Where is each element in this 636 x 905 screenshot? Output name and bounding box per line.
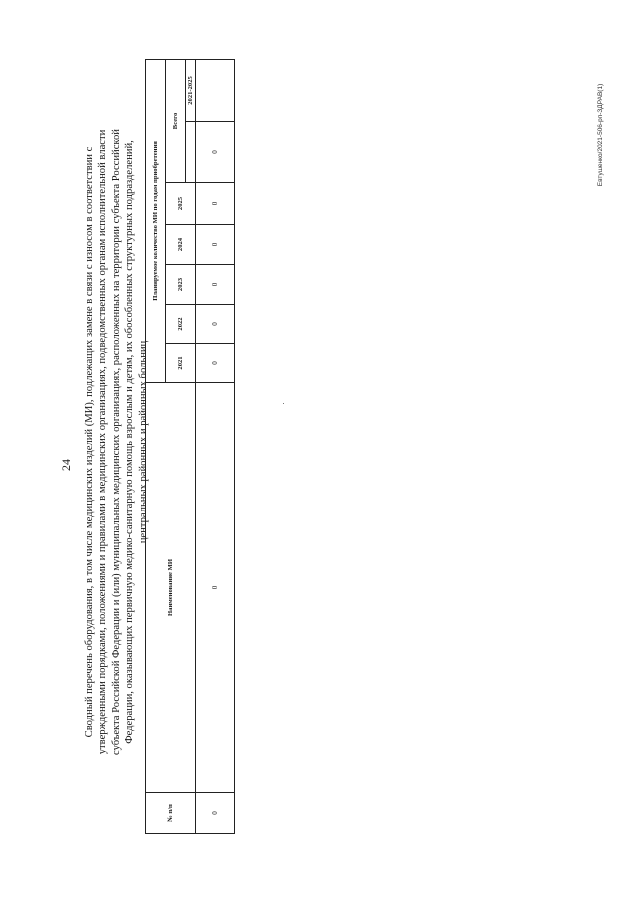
col-group-header: Планируемое количество МИ по годам приобретения: [146, 59, 166, 382]
col-range-header: 2021-2025: [186, 59, 196, 121]
page-number: 24: [59, 459, 73, 471]
heading-line-1: Сводный перечень оборудования, в том числе медицинских изделий (МИ), подлежащих замене в связи с износом в соответствии с: [84, 146, 95, 738]
col-year-2024: 2024: [166, 225, 196, 265]
col-total-header: Всего: [166, 59, 186, 182]
col-year-2023: 2023: [166, 265, 196, 305]
cell-2021: 0: [196, 344, 235, 383]
col-number-header: № п/п: [146, 793, 196, 834]
heading-line-5: центральных районных и районных больниц: [137, 340, 149, 544]
heading-line-4: Федерации, оказывающих первичную медико-санитарную помощь взрослым и детям, их обособленных структурных подразделений,: [124, 140, 136, 744]
cell-total: 0: [196, 122, 235, 183]
heading-line-2: утвержденными порядками, положениями и правилами в медицинских организациях, подведомственных органам исполнительной власти: [97, 129, 109, 755]
heading-line-3: субъекта Российской Федерации и (или) муниципальных медицинских организациях, расположенных на территории субъекта Российской: [110, 129, 122, 755]
scan-speck: [283, 403, 284, 404]
col-year-2021: 2021: [166, 344, 196, 383]
col-year-2022: 2022: [166, 305, 196, 344]
cell-2024: 0: [196, 225, 235, 265]
cell-num: 0: [196, 793, 235, 834]
cell-2023: 0: [196, 265, 235, 305]
equipment-table-wrapper: [145, 60, 235, 834]
cell-range: [196, 59, 235, 121]
cell-2025: 0: [196, 183, 235, 225]
col-year-2025: 2025: [166, 183, 196, 225]
table-row: [196, 59, 235, 833]
cell-name: 0: [196, 383, 235, 793]
cell-2022: 0: [196, 305, 235, 344]
col-total-blank: [186, 122, 196, 183]
equipment-table: [145, 59, 235, 834]
footer-document-id: Евтушенко/2021-506-рп-ЗДРАВ(1): [597, 83, 604, 187]
col-name-header: Наименование МИ: [146, 383, 196, 793]
